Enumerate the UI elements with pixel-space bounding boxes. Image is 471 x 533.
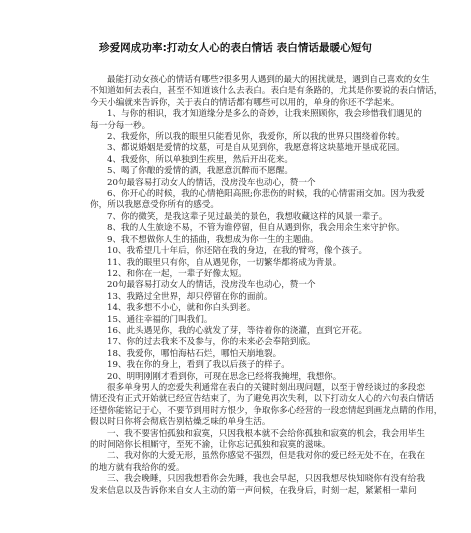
text-line: 17、你的过去我来不及参与，你的未来必会奉陪到底。 <box>107 337 316 348</box>
text-line: 2、我爱你，所以我的眼里只能看见你，我爱你，所以我的世界只围绕着你转。 <box>107 132 405 143</box>
document-title: 珍爱网成功率:打动女人心的表白情话 表白情话最暖心短句 <box>98 42 373 54</box>
document-body <box>90 75 443 497</box>
text-line: 情还没有正式开始就已经宣告结束了，为了避免再次失利，以下打动女人心的六句表白情话 <box>90 394 434 405</box>
text-line: 13、我路过全世界，却只停留在你的面前。 <box>107 291 273 302</box>
text-line: 6、你开心的时候，我的心情艳阳高照;你悲伤的时候，我的心情雷雨交加。因为我爱 <box>107 189 425 200</box>
text-line: 8、我的人生旅途不易，不管为谁停留，但自从遇到你，我会用余生来守护你。 <box>107 223 405 234</box>
text-line: 18、我爱你，哪怕海枯石烂，哪怕天崩地裂。 <box>107 348 282 359</box>
text-line: 很多单身男人的恋爱失利通常在表白的关键时刻出现问题，以至于曾经谈过的多段恋 <box>107 382 425 393</box>
text-line: 20、明明刚刚才看到你，可现在思念已经将我掩埋，我想你。 <box>107 371 342 382</box>
page-bottom-edge <box>0 527 471 533</box>
text-line: 10、我希望几十年后，你还陪在我的身边，在我的臂弯，像个孩子。 <box>107 246 368 257</box>
text-line: 最能打动女孩心的情话有哪些?很多男人遇到的最大的困扰就是，遇到自己喜欢的女生 <box>107 75 430 85</box>
text-line: 7、你的微笑，是我这辈子见过最美的景色，我想收藏这样的风景一辈子。 <box>107 211 388 222</box>
text-line: 14、我多想不小心，就和你白头到老。 <box>107 303 256 314</box>
text-line: 的时间陪你长相厮守，至死不渝，让你忘记孤独和寂寞的滋味。 <box>90 440 331 450</box>
text-line: 发来信息以及告诉你来自女人主动的第一声问候，在我身后，时刻一起，紧紧相一辈问 <box>90 485 417 496</box>
text-line: 15、通往幸福的门叫我们。 <box>107 314 213 325</box>
text-line: 20句最容易打动女人的情话，没房没车也动心，赞一个 <box>107 280 316 291</box>
text-line: 1、与你的相识，我才知道缘分是多么的奇妙，让我来照顾你，我会珍惜我们遇见的 <box>107 109 422 120</box>
text-line: 20句最容易打动女人的情话，没房没车也动心，赞一个 <box>107 177 316 188</box>
text-line: 一、我不要害怕孤独和寂寞，只因我根本就不会给你孤独和寂寞的机会，我会用毕生 <box>107 428 425 439</box>
text-line: 5、喝了你酿的爱情的酒，我愿意沉醉而不愿醒。 <box>107 166 293 177</box>
text-line: 你，所以我愿意受你所有的感受。 <box>90 200 219 211</box>
text-line: 每一分每一秒。 <box>90 120 151 131</box>
text-line: 16、此头遇见你，我的心就发了芽，等待着你的浇灌，直到它开花。 <box>107 325 368 336</box>
text-line: 9、我不想做你人生的插曲，我想成为你一生的主题曲。 <box>107 234 319 245</box>
text-line: 三、我会晚睡，只因我想看你会先睡，我也会早起，只因我想尽快知晓你有没有给我 <box>107 474 425 485</box>
text-line: 11、我的眼里只有你，自从遇见你，一切繁华都将成为背景。 <box>107 257 342 268</box>
text-line: 12、和你在一起，一辈子好像太短。 <box>107 268 247 279</box>
text-line: 还望你能铭记于心，不要节到用时方恨少，争取你多心经营的一段恋情起到画龙点睛的作用， <box>90 405 443 416</box>
text-line: 不知道如何去表白，甚至不知道该什么去表白。表白是有条路的，尤其是你要说的表白情话， <box>90 86 443 97</box>
text-line: 4、我爱你，所以单独到生疾里，然后开出花来。 <box>107 154 293 165</box>
text-line: 二、我对你的大爱无形，虽然你感觉不强烈，但是我对你的爱已经无处不在，在我在 <box>107 451 425 462</box>
text-line: 假以时日你将会彻底告别枯燥乏味的单身生活。 <box>90 417 271 428</box>
text-line: 今天小编就来告诉你，关于表白的情话都有哪些可以用的，单身的你还不学起来。 <box>90 97 400 108</box>
text-line: 的地方就有我给你的爱。 <box>90 462 185 473</box>
text-line: 3、都说婚姻是爱情的坟墓，可是自从见到你，我愿意将这块墓地开垦成花园。 <box>107 143 405 154</box>
text-line: 19、我在你的身上，看到了我以后孩子的样子。 <box>107 360 290 371</box>
